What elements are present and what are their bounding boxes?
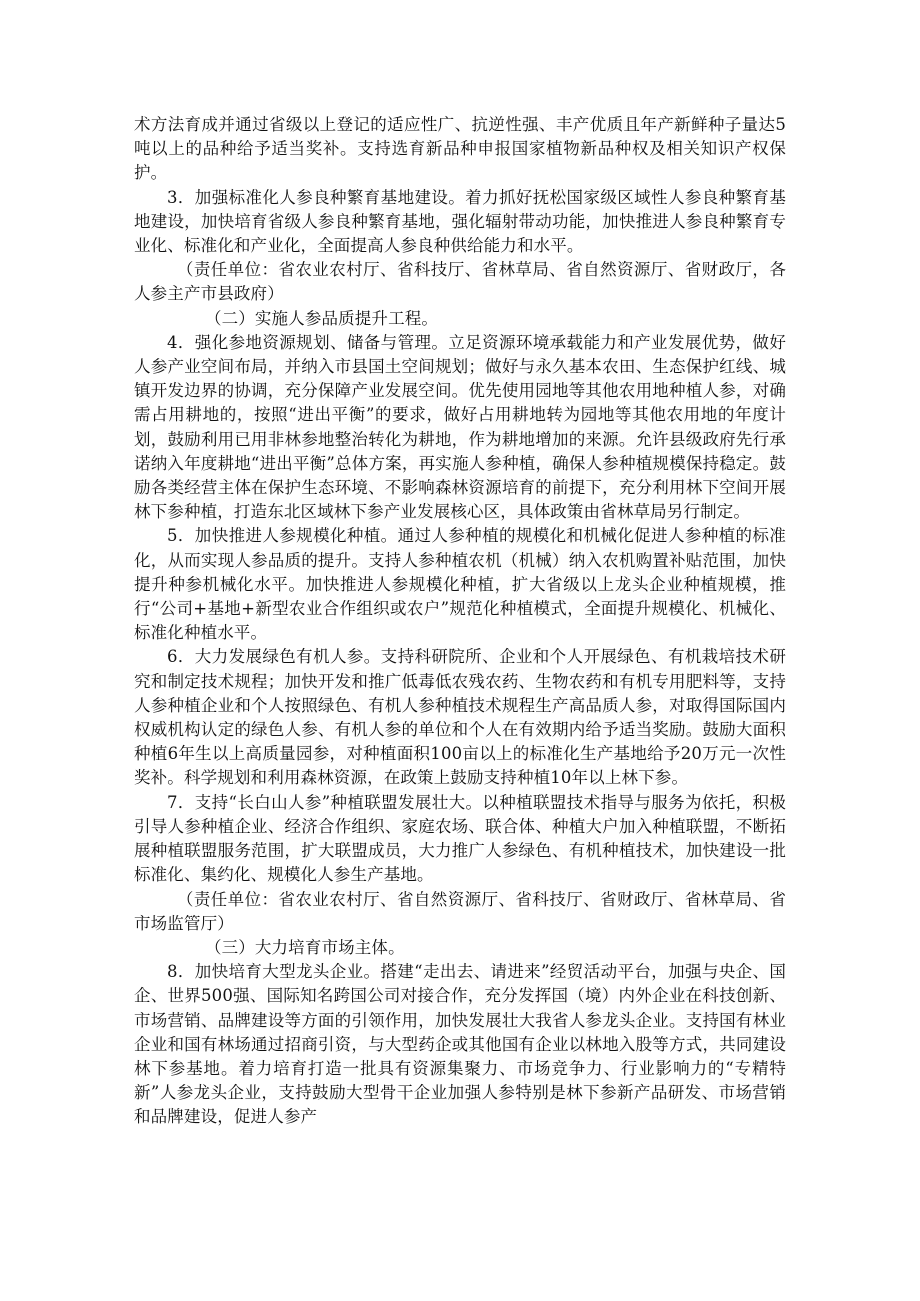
paragraph-item-3: 3．加强标准化人参良种繁育基地建设。着力抓好抚松国家级区域性人参良种繁育基地建设，加快培育省级人参良种繁育基地，强化辐射带动功能，加快推进人参良种繁育专业化、标准化和产业化，全面提高人参良种供给能力和水平。 [134, 187, 786, 256]
paragraph-item-7: 7．支持“长白山人参”种植联盟发展壮大。以种植联盟技术指导与服务为依托，积极引导人参种植企业、经济合作组织、家庭农场、联合体、种植大户加入种植联盟，不断拓展种植联盟服务范围，扩大联盟成员，大力推广人参绿色、有机种植技术，加快建设一批标准化、集约化、规模化人参生产基地。 [134, 792, 786, 885]
paragraph-item-4: 4．强化参地资源规划、储备与管理。立足资源环境承载能力和产业发展优势，做好人参产业空间布局，并纳入市县国土空间规划；做好与永久基本农田、生态保护红线、城镇开发边界的协调，充分保障产业发展空间。优先使用园地等其他农用地种植人参，对确需占用耕地的，按照“进出平衡”的要求，做好占用耕地转为园地等其他农用地的年度计划，鼓励利用已用非林参地整治转化为耕地，作为耕地增加的来源。允许县级政府先行承诺纳入年度耕地“进出平衡”总体方案，再实施人参种植，确保人参种植规模保持稳定。鼓励各类经营主体在保护生态环境、不影响森林资源培育的前提下，充分利用林下空间开展林下参种植，打造东北区域林下参产业发展核心区，具体政策由省林草局另行制定。 [134, 332, 786, 522]
section-heading-3: （三）大力培育市场主体。 [204, 937, 405, 957]
paragraph-item-5: 5．加快推进人参规模化种植。通过人参种植的规模化和机械化促进人参种植的标准化，从而实现人参品质的提升。支持人参种植农机（机械）纳入农机购置补贴范围，加快提升种参机械化水平。加快推进人参规模化种植，扩大省级以上龙头企业种植规模，推行“公司+基地+新型农业合作组织或农户”规范化种植模式，全面提升规模化、机械化、标准化种植水平。 [134, 526, 786, 643]
paragraph-item-6: 6．大力发展绿色有机人参。支持科研院所、企业和个人开展绿色、有机栽培技术研究和制定技术规程；加快开发和推广低毒低农残农药、生物农药和有机专用肥料等，支持人参种植企业和个人按照绿色、有机人参种植技术规程生产高品质人参，对取得国际国内权威机构认定的绿色人参、有机人参的单位和个人在有效期内给予适当奖励。鼓励大面积种植6年生以上高质量园参，对种植面积100亩以上的标准化生产基地给予20万元一次性奖补。科学规划和利用森林资源，在政策上鼓励支持种植10年以上林下参。 [134, 647, 786, 788]
responsible-units-1: （责任单位：省农业农村厅、省科技厅、省林草局、省自然资源厅、省财政厅，各人参主产市县政府） [134, 260, 786, 304]
responsible-units-2: （责任单位：省农业农村厅、省自然资源厅、省科技厅、省财政厅、省林草局、省市场监管厅） [134, 889, 786, 933]
paragraph-item-8: 8．加快培育大型龙头企业。搭建“走出去、请进来”经贸活动平台，加强与央企、国企、世界500强、国际知名跨国公司对接合作，充分发挥国（境）内外企业在科技创新、市场营销、品牌建设等方面的引领作用，加快发展壮大我省人参龙头企业。支持国有林业企业和国有林场通过招商引资，与大型药企或其他国有企业以林地入股等方式，共同建设林下参基地。着力培育打造一批具有资源集聚力、市场竞争力、行业影响力的“专精特新”人参龙头企业，支持鼓励大型骨干企业加强人参特别是林下参新产品研发、市场营销和品牌建设，促进人参产 [134, 962, 786, 1127]
paragraph-continuation: 术方法育成并通过省级以上登记的适应性广、抗逆性强、丰产优质且年产新鲜种子量达5吨以上的品种给予适当奖补。支持选育新品种申报国家植物新品种权及相关知识产权保护。 [134, 115, 786, 183]
document-body [134, 113, 786, 1130]
section-heading-2: （二）实施人参品质提升工程。 [204, 308, 439, 328]
